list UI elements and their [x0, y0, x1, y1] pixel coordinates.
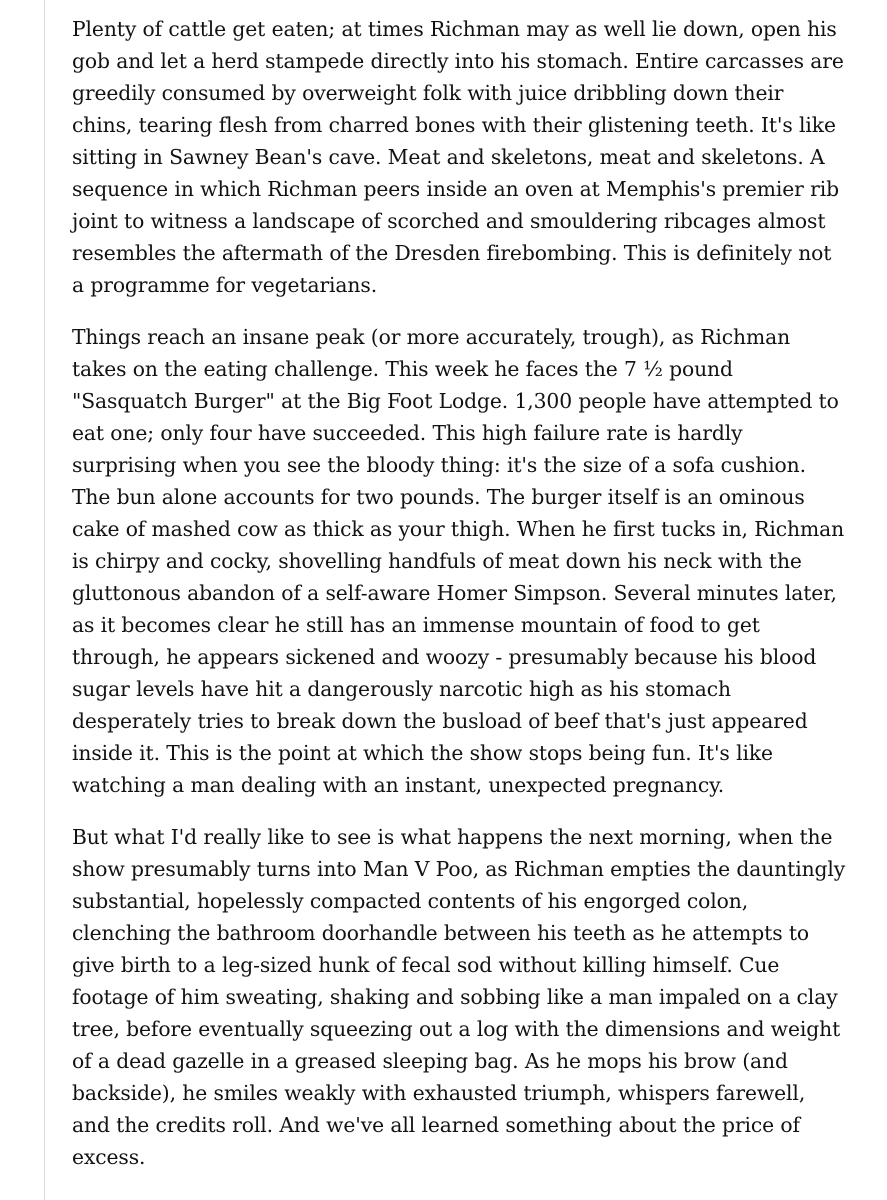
left-column-divider [44, 0, 45, 1200]
article-paragraph-1: Plenty of cattle get eaten; at times Richman may as well lie down, open his gob and let a herd stampede directly into his stomach. Entire carcasses are greedily consumed by overweight folk with juice dribbling down their chins, tearing flesh from charred bones with their glistening teeth. It's like sitting in Sawney Bean's cave. Meat and skeletons, meat and skeletons. A sequence in which Richman peers inside an oven at Memphis's premier rib joint to witness a landscape of scorched and smouldering ribcages almost resembles the aftermath of the Dresden firebombing. This is definitely not a programme for vegetarians. [72, 17, 844, 297]
article-paragraph-3: But what I'd really like to see is what happens the next morning, when the show presumably turns into Man V Poo, as Richman empties the dauntingly substantial, hopelessly compacted contents of his engorged colon, clenching the bathroom doorhandle between his teeth as he attempts to give birth to a leg-sized hunk of fecal sod without killing himself. Cue footage of him sweating, shaking and sobbing like a man impaled on a clay tree, before eventually squeezing out a log with the dimensions and weight of a dead gazelle in a greased sleeping bag. As he mops his brow (and backside), he smiles weakly with exhausted triumph, whispers farewell, and the credits roll. And we've all learned something about the price of excess. [72, 825, 846, 1169]
article-paragraph-2: Things reach an insane peak (or more accurately, trough), as Richman takes on the eating challenge. This week he faces the 7 ½ pound "Sasquatch Burger" at the Big Foot Lodge. 1,300 people have attempted to eat one; only four have succeeded. This high failure rate is hardly surprising when you see the bloody thing: it's the size of a sofa cushion. The bun alone accounts for two pounds. The burger itself is an ominous cake of mashed cow as thick as your thigh. When he first tucks in, Richman is chirpy and cocky, shovelling handfuls of meat down his neck with the gluttonous abandon of a self-aware Homer Simpson. Several minutes later, as it becomes clear he still has an immense mountain of food to get through, he appears sickened and woozy - presumably because his blood sugar levels have hit a dangerously narcotic high as his stomach desperately tries to break down the busload of beef that's just appeared inside it. This is the point at which the show stops being fun. It's like watching a man dealing with an instant, unexpected pregnancy. [72, 325, 845, 797]
article-body [72, 13, 846, 1193]
